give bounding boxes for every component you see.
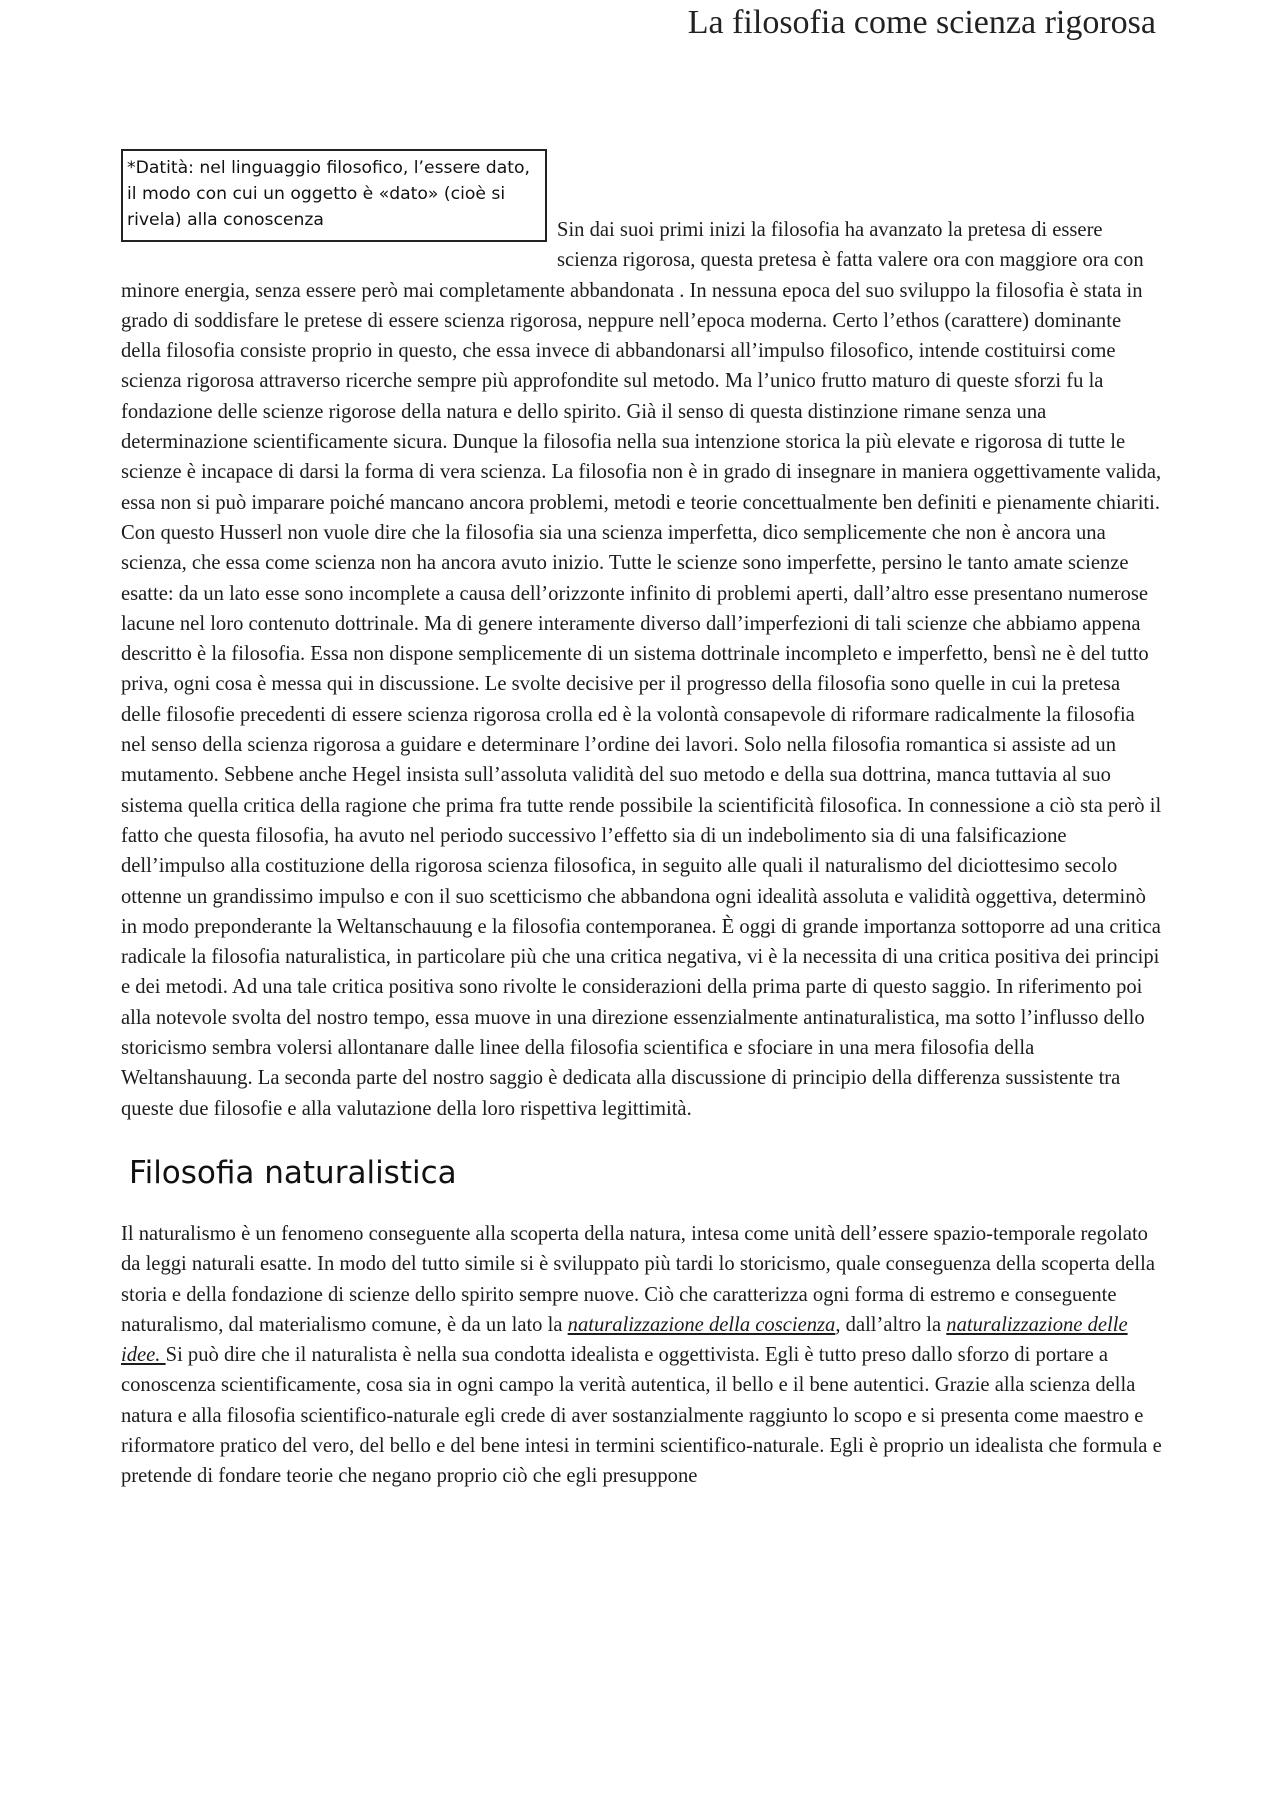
section-paragraph-mid: , dall’altro la <box>835 1313 947 1336</box>
definition-note-text: *Datità: nel linguaggio filosofico, l’essere dato, il modo con cui un oggetto è «dato» (cioè si rivela) alla conoscenza <box>127 158 530 230</box>
emphasis-naturalization-of-consciousness: naturalizzazione della coscienza <box>567 1313 836 1336</box>
section-paragraph <box>121 1219 1165 1492</box>
page-title: La filosofia come scienza rigorosa <box>687 4 1156 41</box>
intro-paragraph-text: Sin dai suoi primi inizi la filosofia ha avanzato la pretesa di essere scienza rigorosa, questa pretesa è fatta valere ora con maggiore ora con minore energia, senza essere però mai completamente abbandonata . In nessuna epoca del suo sviluppo la filosofia è stata in grado di soddisfare le pretese di essere scienza rigorosa, neppure nell’epoca moderna. Certo l’ethos (carattere) dominante della filosofia consiste proprio in questo, che essa invece di abbandonarsi all’impulso filosofico, intende costituirsi come scienza rigorosa attraverso ricerche sempre più approfondite sul metodo. Ma l’unico frutto maturo di queste sforzi fu la fondazione delle scienze rigorose della natura e dello spirito. Già il senso di questa distinzione rimane senza una determinazione scientificamente sicura. Dunque la filosofia nella sua intenzione storica la più elevate e rigorosa di tutte le scienze è incapace di darsi la forma di vera scienza. La filosofia non è in grado di insegnare in maniera oggettivamente valida, essa non si può imparare poiché mancano ancora problemi, metodi e teorie concettualmente ben definiti e pienamente chiariti. Con questo Husserl non vuole dire che la filosofia sia una scienza imperfetta, dico semplicemente che non è ancora una scienza, che essa come scienza non ha ancora avuto inizio. Tutte le scienze sono imperfette, persino le tanto amate scienze esatte: da un lato esse sono incomplete a causa dell’orizzonte infinito di problemi aperti, dall’altro esse presentano numerose lacune nel loro contenuto dottrinale. Ma di genere interamente diverso dall’imperfezioni di tali scienze che abbiamo appena descritto è la filosofia. Essa non dispone semplicemente di un sistema dottrinale incompleto e imperfetto, bensì ne è del tutto priva, ogni cosa è messa qui in discussione. Le svolte decisive per il progresso della filosofia sono quelle in cui la pretesa delle filosofie precedenti di essere scienza rigorosa crolla ed è la volontà consapevole di riformare radicalmente la filosofia nel senso della scienza rigorosa a guidare e determinare l’ordine dei lavori. Solo nella filosofia romantica si assiste ad un mutamento. Sebbene anche Hegel insista sull’assoluta validità del suo metodo e della sua dottrina, manca tuttavia al suo sistema quella critica della ragione che prima fra tutte rende possibile la scientificità filosofica. In connessione a ciò sta però il fatto che questa filosofia, ha avuto nel periodo successivo l’effetto sia di un indebolimento sia di una falsificazione dell’impulso alla costituzione della rigorosa scienza filosofica, in seguito alle quali il naturalismo del diciottesimo secolo ottenne un grandissimo impulso e con il suo scetticismo che abbandona ogni idealità assoluta e validità oggettiva, determinò in modo preponderante la Weltanschauung e la filosofia contemporanea. È oggi di grande importanza sottoporre ad una critica radicale la filosofia naturalistica, in particolare più che una critica negativa, vi è la necessita di una critica positiva dei principi e dei metodi. Ad una tale critica positiva sono rivolte le considerazioni della prima parte di questo saggio. In riferimento poi alla notevole svolta del nostro tempo, essa muove in una direzione essenzialmente antinaturalistica, ma sotto l’influsso dello storicismo sembra volersi allontanare dalle linee della filosofia scientifica e sfociare in una mera filosofia della Weltanshauung. La seconda parte del nostro saggio è dedicata alla discussione di principio della differenza sussistente tra queste due filosofie e alla valutazione della loro rispettiva legittimità. <box>121 219 1162 1120</box>
document-body <box>121 149 1165 1492</box>
emphasis-naturalization-of-ideas: naturalizzazione delle idee. <box>121 1313 1128 1367</box>
section-paragraph-start: Il naturalismo è un fenomeno conseguente alla scoperta della natura, intesa come unità dell’essere spazio-temporale regolato da leggi naturali esatte. In modo del tutto simile si è sviluppato più tardi lo storicismo, quale conseguenza della scoperta della storia e della fondazione di scienze dello spirito sempre nuove. Ciò che caratterizza ogni forma di estremo e conseguente naturalismo, dal materialismo comune, è da un lato la <box>121 1222 1155 1336</box>
definition-note-box <box>121 149 547 242</box>
section-heading: Filosofia naturalistica <box>129 1154 457 1191</box>
section-paragraph-end: Si può dire che il naturalista è nella sua condotta idealista e oggettivista. Egli è tutto preso dallo sforzo di portare a conoscenza scientificamente, cosa sia in ogni campo la verità autentica, il bello e il bene autentici. Grazie alla scienza della natura e alla filosofia scientifico-naturale egli crede di aver sostanzialmente raggiunto lo scopo e si presenta come maestro e riformatore pratico del vero, del bello e del bene intesi in termini scientifico-naturale. Egli è proprio un idealista che formula e pretende di fondare teorie che negano proprio ciò che egli presuppone <box>121 1344 1162 1488</box>
intro-paragraph <box>121 149 1165 1124</box>
